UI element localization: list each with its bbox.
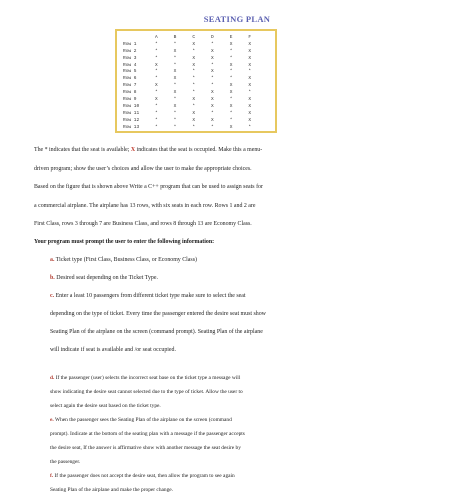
list-item-e-line-2: prompt). Indicate at the bottom of the seating plan with a message if the passenger accepts bbox=[50, 431, 245, 437]
seat-cell: * bbox=[229, 97, 233, 103]
seat-cell: X bbox=[248, 103, 252, 109]
seat-cell: * bbox=[248, 90, 252, 96]
seat-row bbox=[123, 69, 259, 76]
seat-cell: X bbox=[248, 76, 252, 82]
seat-cell: X bbox=[248, 55, 252, 61]
column-header: A bbox=[154, 35, 158, 40]
seat-cell: * bbox=[211, 83, 214, 89]
seat-cell: * bbox=[154, 110, 158, 116]
item-letter: a. bbox=[50, 257, 55, 263]
seat-cell: * bbox=[173, 124, 177, 130]
seat-cell: * bbox=[211, 124, 214, 130]
prompt-heading: Your program must prompt the user to enter the following information: bbox=[34, 239, 215, 245]
seat-row bbox=[123, 125, 259, 132]
list-item-e bbox=[50, 416, 232, 424]
item-letter: f. bbox=[50, 473, 54, 479]
intro-line-2: driven program; show the user’s choices and allow the user to make the appropriate choices. bbox=[34, 166, 252, 172]
seat-cell: X bbox=[154, 62, 158, 68]
seat-cell: * bbox=[192, 69, 196, 75]
list-item-d-line-2: show indicating the desire seat cannot selected due to the type of ticket. Allow the user to bbox=[50, 389, 243, 395]
occupied-mark: X bbox=[130, 147, 136, 153]
seat-cell: X bbox=[173, 48, 177, 54]
column-header: C bbox=[192, 35, 196, 40]
item-text: Desired seat depending on the Ticket Type. bbox=[54, 275, 158, 281]
seat-cell: X bbox=[229, 103, 233, 109]
seat-cell: * bbox=[248, 69, 252, 75]
item-text: Ticket type (First Class, Business Class, or Economy Class) bbox=[54, 257, 197, 263]
row-label: Row 6 bbox=[123, 76, 137, 82]
seat-cell: X bbox=[229, 124, 233, 130]
seat-cell: * bbox=[173, 41, 177, 47]
seat-cell: X bbox=[211, 103, 214, 109]
seat-cell: * bbox=[229, 117, 233, 123]
list-item-e-line-3: the desire seat, If the answer is affirmative show with another message the seat desire by bbox=[50, 445, 241, 451]
item-letter: c. bbox=[50, 293, 55, 299]
item-text: Enter a least 10 passengers from different ticket type make sure to select the seat bbox=[54, 293, 246, 299]
list-item-e-line-4: the passenger. bbox=[50, 459, 81, 465]
seat-cell: * bbox=[173, 110, 177, 116]
seat-cell: X bbox=[211, 97, 214, 103]
item-letter: d. bbox=[50, 375, 55, 381]
seat-cell: X bbox=[173, 103, 177, 109]
seat-cell: X bbox=[248, 62, 252, 68]
seat-cell: * bbox=[154, 41, 158, 47]
seat-cell: X bbox=[211, 117, 214, 123]
intro-line-5: First Class, rows 3 through 7 are Business Class, and rows 8 through 13 are Economy Class. bbox=[34, 221, 252, 227]
seat-cell: X bbox=[192, 41, 196, 47]
seat-cell: X bbox=[173, 76, 177, 82]
seat-row bbox=[123, 42, 259, 49]
intro-line-4: a commercial airplane. The airplane has 13 rows, with six seats in each row. Rows 1 and 2 are bbox=[34, 203, 256, 209]
seat-cell: X bbox=[229, 83, 233, 89]
seat-cell: X bbox=[248, 41, 252, 47]
seat-cell: * bbox=[154, 76, 158, 82]
seat-row bbox=[123, 97, 259, 104]
seat-cell: * bbox=[248, 124, 252, 130]
seat-cell: X bbox=[192, 117, 196, 123]
seat-cell: * bbox=[211, 110, 214, 116]
list-item-f-line-2: Seating Plan of the airplane and make the proper change. bbox=[50, 487, 174, 493]
seat-cell: * bbox=[192, 124, 196, 130]
row-label: Row 5 bbox=[123, 69, 137, 75]
list-item-a bbox=[50, 256, 197, 264]
seat-cell: X bbox=[192, 110, 196, 116]
seat-cell: X bbox=[192, 55, 196, 61]
seat-cell: X bbox=[154, 83, 158, 89]
seat-cell: * bbox=[192, 83, 196, 89]
item-letter: b. bbox=[50, 275, 55, 281]
seat-cell: X bbox=[248, 117, 252, 123]
page-title: SEATING PLAN bbox=[203, 14, 271, 24]
seat-row bbox=[123, 83, 259, 90]
intro-line-1 bbox=[34, 146, 262, 154]
seat-cell: X bbox=[248, 110, 252, 116]
seat-row bbox=[123, 49, 259, 56]
seat-cell: X bbox=[248, 48, 252, 54]
seat-cell: * bbox=[154, 48, 158, 54]
seat-cell: * bbox=[154, 90, 158, 96]
seat-cell: * bbox=[154, 55, 158, 61]
row-label: Row 1 bbox=[123, 41, 137, 47]
seat-cell: X bbox=[211, 55, 214, 61]
row-label: Row 12 bbox=[123, 117, 140, 123]
item-letter: e. bbox=[50, 417, 54, 423]
seat-cell: X bbox=[173, 90, 177, 96]
seat-cell: * bbox=[229, 76, 233, 82]
seat-cell: X bbox=[229, 41, 233, 47]
column-header: F bbox=[248, 35, 252, 40]
seat-cell: X bbox=[229, 90, 233, 96]
list-item-d bbox=[50, 374, 240, 382]
seating-plan-frame bbox=[115, 29, 277, 133]
seat-cell: * bbox=[211, 62, 214, 68]
list-item-b bbox=[50, 274, 158, 282]
seat-cell: * bbox=[154, 103, 158, 109]
column-header: B bbox=[173, 35, 177, 40]
row-label: Row 2 bbox=[123, 48, 137, 54]
item-text: If the passenger (user) selects the incorrect seat base on the ticket type a message will bbox=[54, 375, 241, 381]
intro-text: The * indicates that the seat is available; bbox=[34, 147, 131, 153]
row-label: Row 9 bbox=[123, 97, 137, 103]
seat-cell: * bbox=[211, 76, 214, 82]
seat-cell: * bbox=[229, 110, 233, 116]
intro-line-3: Based on the figure that is shown above Write a C++ program that can be used to assign seats for bbox=[34, 184, 263, 190]
seat-cell: * bbox=[154, 124, 158, 130]
seat-row bbox=[123, 104, 259, 111]
seat-row bbox=[123, 56, 259, 63]
header-spacer bbox=[123, 35, 147, 42]
seat-cell: * bbox=[154, 117, 158, 123]
list-item-c bbox=[50, 292, 246, 300]
seat-cell: * bbox=[229, 55, 233, 61]
seat-cell: X bbox=[248, 83, 252, 89]
seat-cell: * bbox=[173, 62, 177, 68]
seat-cell: * bbox=[173, 55, 177, 61]
seat-row bbox=[123, 111, 259, 118]
seat-cell: X bbox=[154, 97, 158, 103]
seat-cell: * bbox=[154, 69, 158, 75]
row-label: Row 8 bbox=[123, 90, 137, 96]
seat-row bbox=[123, 118, 259, 125]
seat-cell: X bbox=[192, 97, 196, 103]
seating-plan-table bbox=[123, 35, 259, 131]
row-label: Row 7 bbox=[123, 83, 137, 89]
column-header: D bbox=[211, 35, 214, 40]
seat-cell: * bbox=[192, 103, 196, 109]
seat-cell: X bbox=[192, 62, 196, 68]
seat-row bbox=[123, 90, 259, 97]
seat-row bbox=[123, 76, 259, 83]
seat-cell: * bbox=[173, 83, 177, 89]
list-item-c-line-4: will indicate if seat is available and /or seat occupied. bbox=[50, 347, 176, 353]
intro-text: indicates that the seat is occupied. Make this a menu- bbox=[135, 147, 263, 153]
column-header: E bbox=[229, 35, 233, 40]
seat-cell: * bbox=[192, 76, 196, 82]
seat-row bbox=[123, 63, 259, 70]
seat-cell: * bbox=[211, 41, 214, 47]
seat-cell: * bbox=[173, 97, 177, 103]
seat-cell: * bbox=[192, 48, 196, 54]
seat-cell: * bbox=[229, 69, 233, 75]
seat-cell: * bbox=[173, 117, 177, 123]
row-label: Row 11 bbox=[123, 110, 140, 116]
item-text: When the passenger sees the Seating Plan of the airplane on the screen (command bbox=[53, 417, 232, 423]
seat-cell: X bbox=[248, 97, 252, 103]
seat-cell: X bbox=[173, 69, 177, 75]
list-item-d-line-3: select again the desire seat based on the ticket type. bbox=[50, 403, 161, 409]
item-text: If the passenger does not accept the desire seat, then allow the program to see again bbox=[53, 473, 235, 479]
row-label: Row 4 bbox=[123, 62, 137, 68]
row-label: Row 13 bbox=[123, 124, 140, 130]
row-label: Row 10 bbox=[123, 103, 140, 109]
seat-header-row bbox=[123, 35, 259, 42]
seat-cell: * bbox=[192, 90, 196, 96]
list-item-c-line-2: depending on the type of ticket. Every time the passenger entered the desire seat must show bbox=[50, 311, 266, 317]
list-item-c-line-3: Seating Plan of the airplane on the screen (command prompt). Seating Plan of the airplane bbox=[50, 329, 263, 335]
seat-cell: X bbox=[229, 62, 233, 68]
row-label: Row 3 bbox=[123, 55, 137, 61]
seat-cell: * bbox=[229, 48, 233, 54]
seat-cell: X bbox=[211, 48, 214, 54]
seat-cell: X bbox=[211, 69, 214, 75]
seat-cell: X bbox=[211, 90, 214, 96]
